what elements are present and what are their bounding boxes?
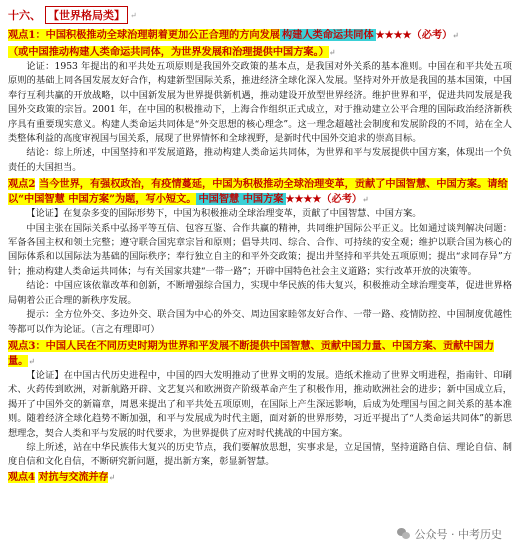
point-3-label: 观点3：	[8, 339, 46, 352]
point-1-heading: 中国积极推动全球治理朝着更加公正合理的方向发展	[45, 29, 280, 41]
point-1-stars: ★★★★	[375, 30, 412, 41]
point-3-conclusion: 综上所述，站在中华民族伟大复兴的历史节点，我们要解放思想，实事求是，立足国情，坚持道路自信、理论自信、制度自信和文化自信，不断研究新问题，提出新方案，彰显新智慧。	[8, 441, 512, 468]
point-1-conclusion: 结论：综上所述，中国坚持和平发展道路，推动构建人类命运共同体，为世界和平与发展提供中国方案，体现出一个负责任的大国担当。	[8, 147, 512, 173]
section-category: 【世界格局类】	[45, 6, 128, 24]
point-1-argument: 论证：1953 年提出的和平共处五项原则是我国外交政策的基本点，是我国对外关系的基本准则。中国在和平共处五项原则的基础上同各国发展友好合作，构建新型国际关系，推进经济全球化深入发展。坚持对外开放是我国的基本国策，中国奉行互利共赢的开放战略，以中国新发展为世界提供新机遇，推动建设开放型世界经济。维护世界和平，促进共同发展是我国外交政策的宗旨。2001 年，在中国的积极推动下，上海合作组织正式成立，对于推动建立公平合理的国际政治经济新秩序具有重要现实意义。构建人类命运共同体是“外交思想的核心理念”。这一理念超越社会制度和发展阶段的不同，站在全人类整体利益的高度审视国与国关系，展现了世界情怀和全球视野，是新时代中国外交追求的崇高目标。	[8, 61, 512, 145]
section-header	[8, 4, 512, 26]
watermark	[397, 526, 503, 542]
point-2-heading: 当今世界，有强权政治，有疫情蔓延，中国为积极推动全球治理变革，贡献了中国智慧、中国方案。请给以“中国智慧 中国方案”为题，写小短文。	[8, 178, 508, 206]
point-2-evidence: 中国主张在国际关系中弘扬平等互信、包容互鉴、合作共赢的精神，共同维护国际公平正义。比如通过谈判解决问题：军备各国主权和领土完整；遵守联合国宪章宗旨和原则；倡导共同、综合、合作、可持续的安全观；维护以联合国为核心的国际体系和以国际法为基础的国际秩序；奉行独立自主的和平外交政策；提出并坚持和平共处五项原则；提出“求同存异”方针；推动构建人类命运共同体；与有关国家共建“一带一路”；开辟中国特色社会主义道路；实行改革开放的决策等。	[8, 222, 512, 277]
point-4-heading: 对抗与交流并存	[38, 471, 109, 483]
point-2-must: （必考）	[321, 193, 363, 206]
wechat-icon	[397, 528, 411, 540]
point-1-subtitle	[8, 45, 512, 60]
point-2-stars: ★★★★	[285, 194, 322, 206]
paragraph-mark-icon: ↵	[28, 355, 36, 366]
paragraph-mark-icon: ↵	[130, 10, 137, 20]
point-3-title	[8, 339, 512, 369]
point-2-hint: 提示：全方位外交、多边外交、联合国为中心的外交、周边国家睦邻友好合作、一带一路、疫情防控、中国制度优越性等都可以作为论证。（言之有理即可）	[8, 309, 512, 335]
point-2-title	[8, 177, 512, 207]
point-4-label: 观点4	[8, 471, 35, 483]
point-1-title	[8, 28, 512, 43]
point-1-tag: 构建人类命运共同体	[281, 29, 374, 41]
paragraph-mark-icon: ↵	[328, 47, 336, 57]
point-1-label: 观点1：	[8, 29, 46, 41]
point-2-conclusion: 结论：中国应该依靠改革和创新，不断增强综合国力，实现中华民族的伟大复兴，积极推动全球治理变革，促进世界格局朝着公正合理的新秩序发展。	[8, 280, 512, 306]
watermark-text: 公众号 · 中考历史	[414, 528, 502, 541]
section-number: 十六、	[8, 9, 41, 22]
paragraph-mark-icon: ↵	[362, 194, 369, 205]
point-1-subheading: （或中国推动构建人类命运共同体，为世界发展和治理提供中国方案。）	[8, 46, 329, 58]
paragraph-mark-icon: ↵	[452, 30, 459, 40]
point-2-tag: 中国智慧 中国方案	[198, 193, 284, 206]
point-4-title	[8, 470, 512, 485]
point-3-argument: 【论证】在中国古代历史进程中，中国的四大发明推动了世界文明的发展。造纸术推动了世界文明进程，指南针、印刷术、火药传到欧洲，对新航路开辟、文艺复兴和欧洲资产阶级革命产生了积极作用，推动欧洲社会的进步；新中国成立后，揭开了中国外交的新篇章，周恩来提出了和平共处五项原则，在国际上产生深远影响，后成为处理国与国之间关系的基本准则。随着经济全球化趋势不断加强，和平与发展成为时代主题，面对新的世界形势，习近平提出了“人类命运共同体”的新思想理念，契合人类和平与发展的时代要求，为世界提供了应对时代挑战的中国方案。	[8, 369, 512, 439]
point-2-argument: 【论证】在复杂多变的国际形势下，中国为积极推动全球治理变革，贡献了中国智慧、中国方案。	[26, 208, 422, 220]
point-2-label: 观点2	[8, 178, 36, 191]
paragraph-mark-icon: ↵	[108, 471, 116, 482]
point-3-heading: 中国人民在不同历史时期为世界和平发展不断提供中国智慧、贡献中国力量、中国方案、贡献中国力量。	[8, 339, 494, 367]
point-1-must: （必考）	[411, 29, 453, 41]
